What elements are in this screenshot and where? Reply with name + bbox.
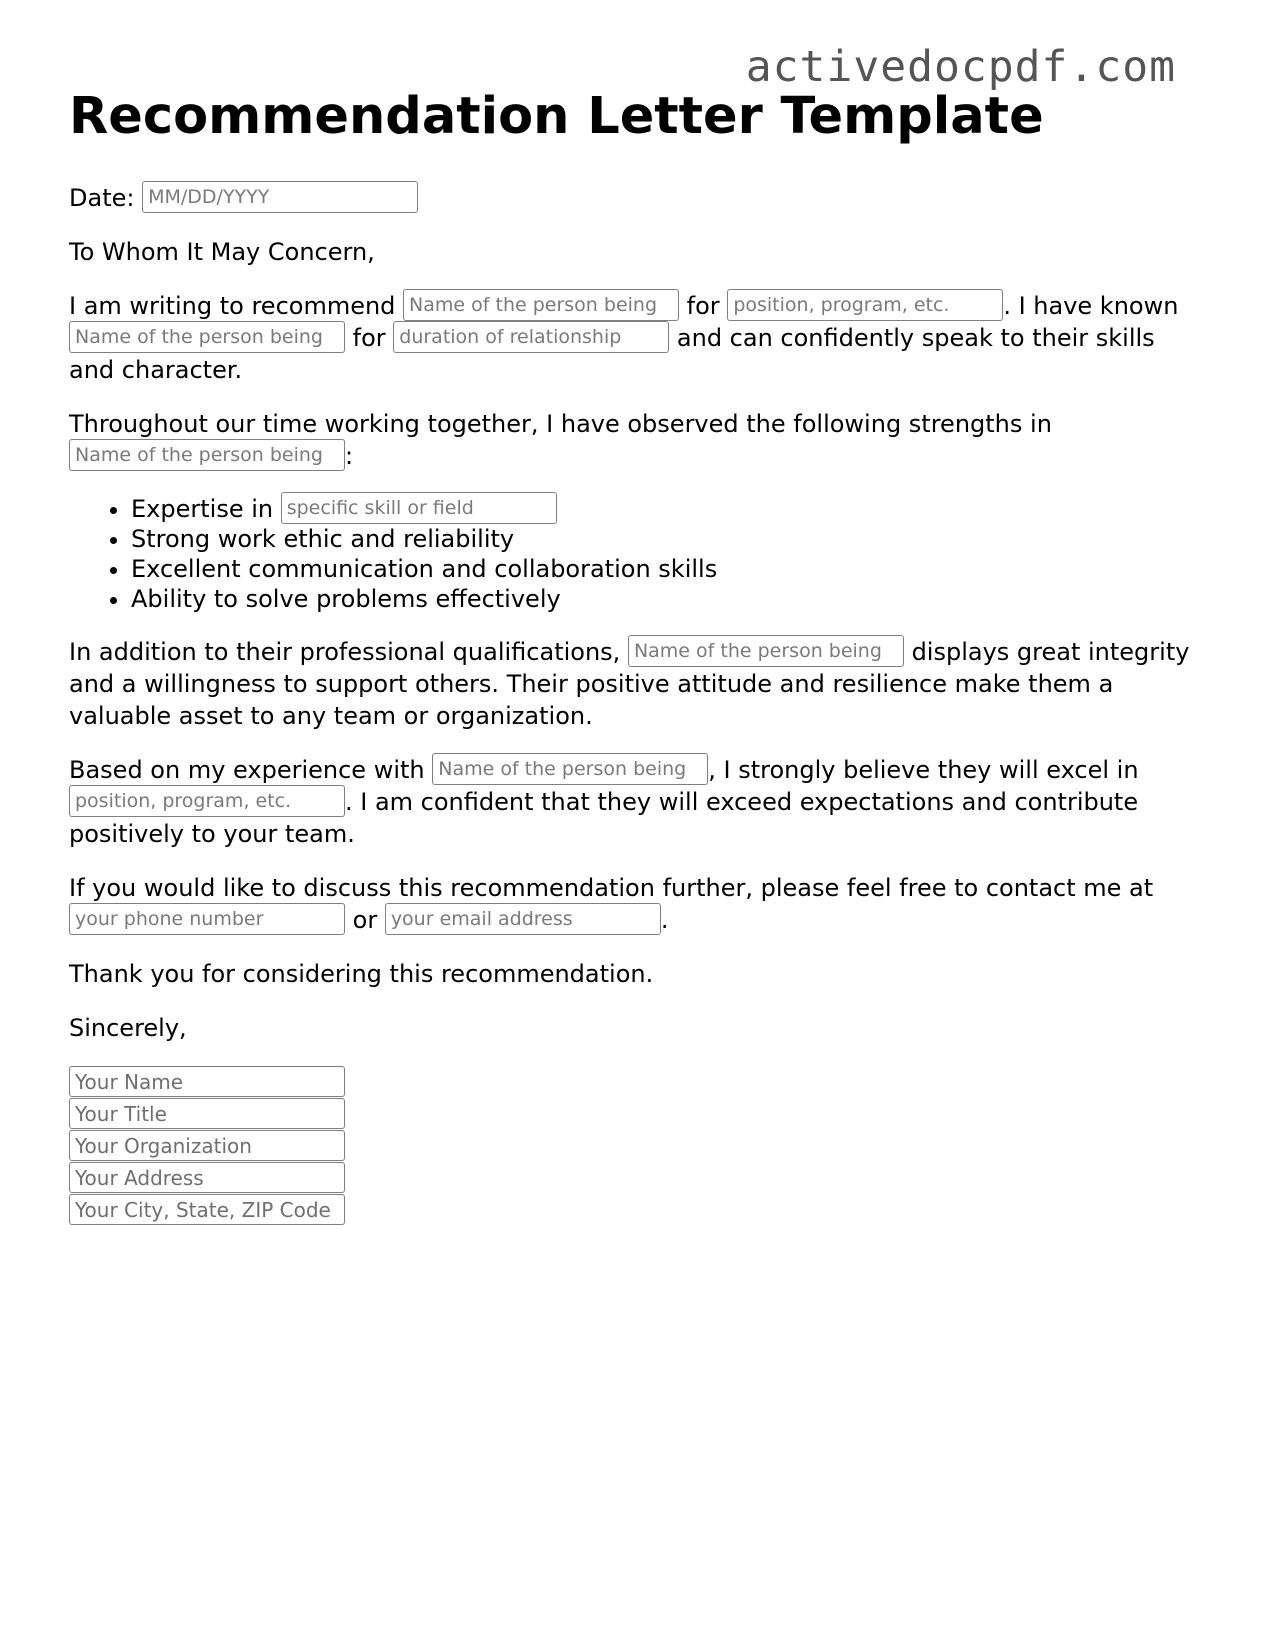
- signer-city-field[interactable]: [69, 1194, 345, 1225]
- contact-text-2: or: [345, 906, 385, 934]
- list-item: [131, 494, 1199, 524]
- contact-text-1: If you would like to discuss this recommendation further, please feel free to contact me at: [69, 874, 1154, 902]
- belief-text-3: . I am confident that they will exceed expectations and contribute positively to your team.: [69, 788, 1139, 848]
- intro-text-5: and can confidently speak to their skills and character.: [69, 324, 1155, 384]
- belief-text-1: Based on my experience with: [69, 756, 433, 784]
- relationship-duration-field[interactable]: [393, 321, 669, 353]
- candidate-name-field-5[interactable]: [432, 753, 708, 785]
- signature-block: [69, 1066, 1199, 1225]
- date-label: Date:: [69, 184, 135, 212]
- strengths-paragraph: [69, 408, 1199, 472]
- strengths-list: [69, 494, 1199, 614]
- letter-page: [69, 84, 1199, 1226]
- integrity-text-1: In addition to their professional qualifications,: [69, 638, 628, 666]
- signer-name-field[interactable]: [69, 1066, 345, 1097]
- integrity-paragraph: [69, 636, 1199, 732]
- intro-paragraph: [69, 290, 1199, 386]
- list-item: • Ability to solve problems effectively: [131, 584, 1199, 614]
- signer-title-field[interactable]: [69, 1098, 345, 1129]
- intro-text-1: I am writing to recommend: [69, 292, 404, 320]
- candidate-name-field-2[interactable]: [69, 321, 345, 353]
- strengths-text-1: Throughout our time working together, I have observed the following strengths in: [69, 410, 1052, 438]
- salutation: To Whom It May Concern,: [69, 238, 375, 266]
- expertise-prefix: Expertise in: [131, 495, 281, 523]
- signer-organization-field[interactable]: [69, 1130, 345, 1161]
- signer-address-field[interactable]: [69, 1162, 345, 1193]
- page-title: Recommendation Letter Template: [69, 87, 1044, 146]
- thanks-line: Thank you for considering this recommendation.: [69, 960, 654, 988]
- contact-paragraph: [69, 872, 1199, 936]
- list-item: • Excellent communication and collaboration skills: [131, 554, 1199, 584]
- strengths-text-2: :: [345, 442, 354, 470]
- position-field-2[interactable]: [69, 785, 345, 817]
- email-field[interactable]: [385, 903, 661, 935]
- candidate-name-field[interactable]: [403, 289, 679, 321]
- date-field[interactable]: [142, 181, 418, 213]
- intro-text-2: for: [679, 292, 728, 320]
- phone-field[interactable]: [69, 903, 345, 935]
- candidate-name-field-4[interactable]: [628, 635, 904, 667]
- watermark: activedocpdf.com: [745, 42, 1176, 92]
- belief-text-2: , I strongly believe they will excel in: [708, 756, 1139, 784]
- intro-text-3: . I have known: [1003, 292, 1179, 320]
- closing-line: Sincerely,: [69, 1014, 187, 1042]
- list-item: • Strong work ethic and reliability: [131, 524, 1199, 554]
- contact-text-3: .: [660, 906, 669, 934]
- intro-text-4: for: [345, 324, 394, 352]
- integrity-text-2: displays great integrity and a willingness to support others. Their positive attitude and resilience make them a valuable asset to any team or organization.: [69, 638, 1190, 730]
- belief-paragraph: [69, 754, 1199, 850]
- candidate-name-field-3[interactable]: [69, 439, 345, 471]
- skill-field[interactable]: [281, 492, 557, 524]
- date-line: [69, 182, 1199, 214]
- position-field[interactable]: [727, 289, 1003, 321]
